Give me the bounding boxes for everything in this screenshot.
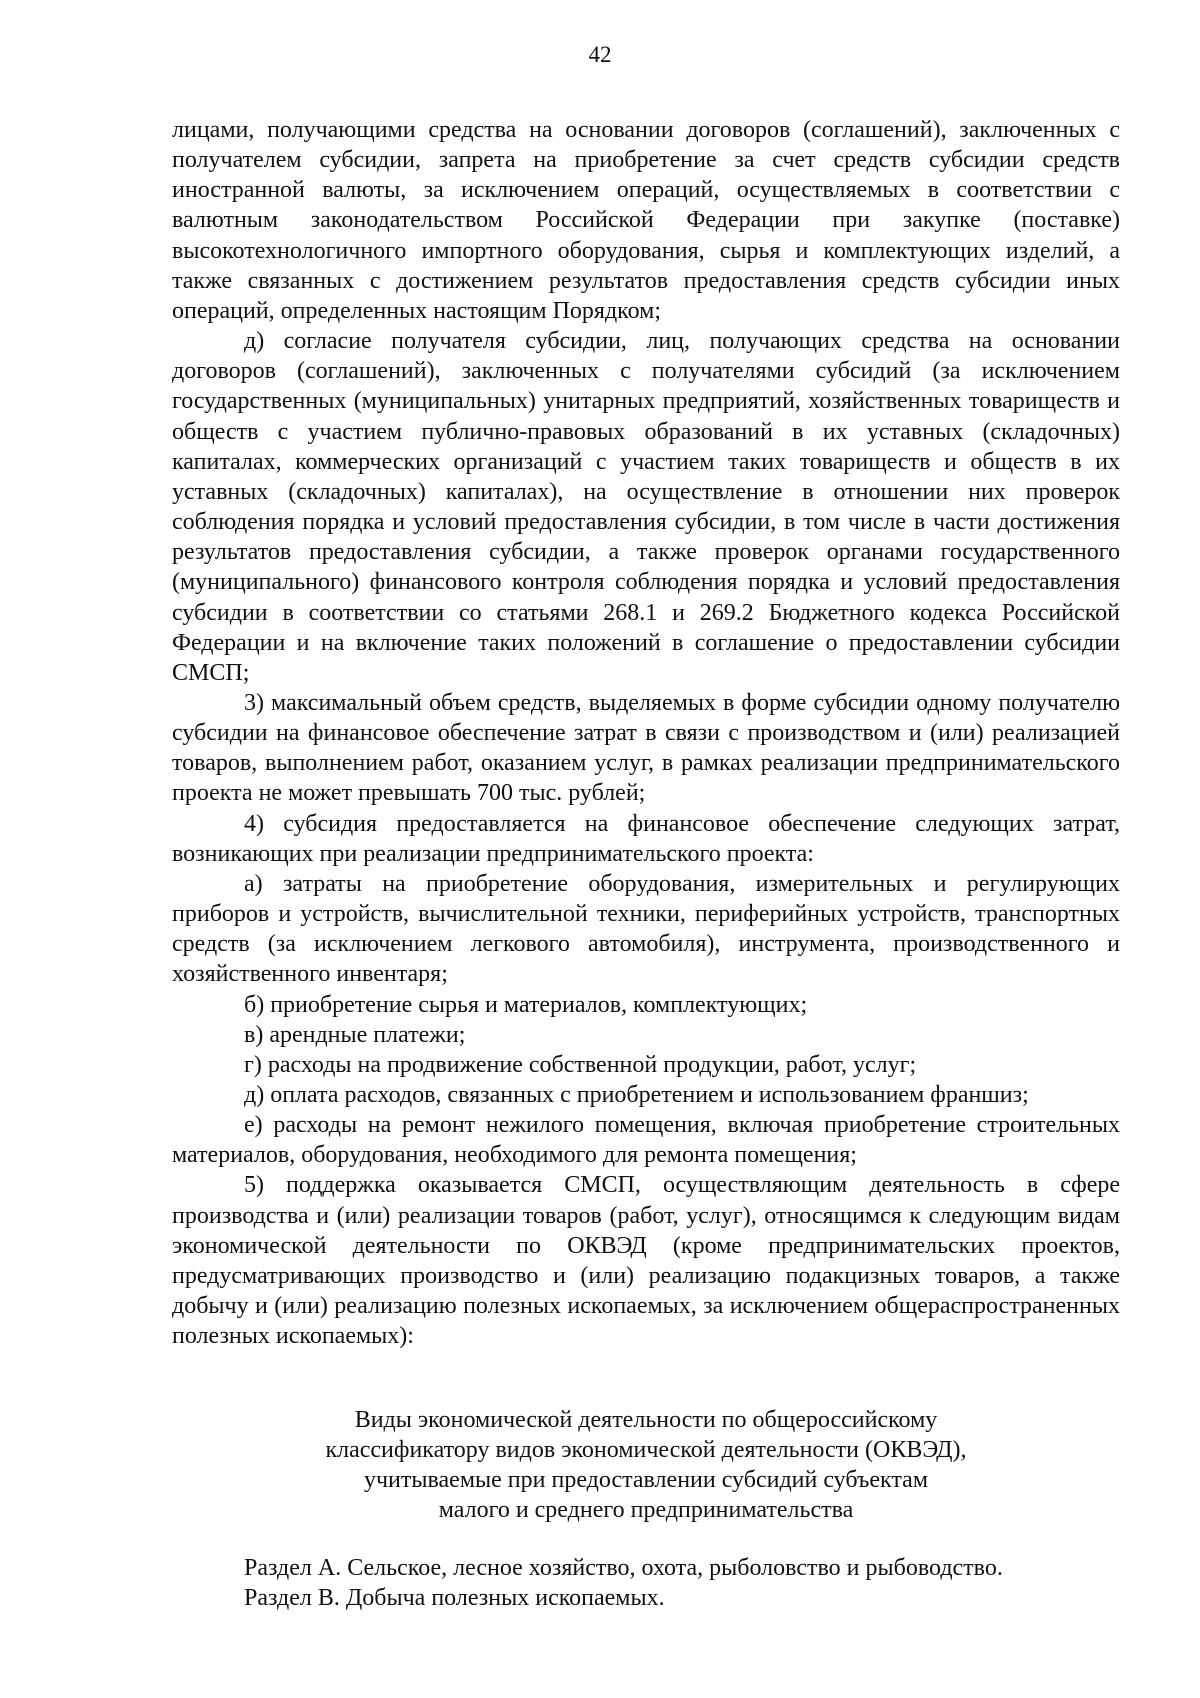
- page-number: 42: [588, 42, 612, 67]
- paragraph-subitem-a: а) затраты на приобретение оборудования, измерительных и регулирующих приборов и устройств, вычислительной техники, периферийных устройств, транспортных средств (за исключением легкового автомобиля), инструмента, производственного и хозяйственного инвентаря;: [172, 870, 1120, 988]
- paragraph-subitem-d: д) оплата расходов, связанных с приобретением и использованием франшиз;: [244, 1082, 1029, 1108]
- paragraph-subitem-g: г) расходы на продвижение собственной продукции, работ, услуг;: [244, 1051, 917, 1078]
- section-item: Раздел В. Добыча полезных ископаемых.: [244, 1585, 665, 1612]
- heading-line: классификатору видов экономической деятельности (ОКВЭД),: [325, 1437, 967, 1464]
- paragraph-subitem-v: в) арендные платежи;: [244, 1021, 466, 1048]
- heading-line: Виды экономической деятельности по общероссийскому: [354, 1407, 938, 1433]
- okved-sections-list: [244, 1553, 1144, 1613]
- paragraph-item-4-expenses: 4) субсидия предоставляется на финансовое обеспечение следующих затрат, возникающих при реализации предпринимательского проекта:: [172, 810, 1120, 867]
- section-item: Раздел А. Сельское, лесное хозяйство, охота, рыболовство и рыбоводство.: [244, 1555, 1003, 1581]
- paragraph-subitem-e: е) расходы на ремонт нежилого помещения, включая приобретение строительных материалов, оборудования, необходимого для ремонта помещения;: [172, 1112, 1120, 1169]
- paragraph-continuation: лицами, получающими средства на основании договоров (соглашений), заключенных с получателем субсидии, запрета на приобретение за счет средств субсидии средств иностранной валюты, за исключением операций, осуществляемых в соответствии с валютным законодательством Российской Федерации при закупке (поставке) высокотехнологичного импортного оборудования, сырья и комплектующих изделий, а также связанных с достижением результатов предоставления средств субсидии иных операций, определенных настоящим Порядком;: [172, 117, 1120, 324]
- heading-line: малого и среднего предпринимательства: [438, 1497, 854, 1524]
- paragraph-item-d-consent: д) согласие получателя субсидии, лиц, получающих средства на основании договоров (соглашений), заключенных с получателями субсидий (за исключением государственных (муниципальных) унитарных предприятий, хозяйственных товариществ и обществ с участием публично-правовых образований в их уставных (складочных) капиталах, коммерческих организаций с участием таких товариществ и обществ в их уставных (складочных) капиталах), на осуществление в отношении них проверок соблюдения порядка и условий предоставления субсидии, в том числе в части достижения результатов предоставления субсидии, а также проверок органами государственного (муниципального) финансового контроля соблюдения порядка и условий предоставления субсидии в соответствии со статьями 268.1 и 269.2 Бюджетного кодекса Российской Федерации и на включение таких положений в соглашение о предоставлении субсидии СМСП;: [172, 328, 1120, 686]
- heading-line: учитываемые при предоставлении субсидий субъектам: [363, 1467, 929, 1494]
- paragraph-subitem-b: б) приобретение сырья и материалов, комплектующих;: [244, 991, 808, 1018]
- okved-heading: [172, 1405, 1120, 1526]
- paragraph-item-5-support: 5) поддержка оказывается СМСП, осуществляющим деятельность в сфере производства и (или) реализации товаров (работ, услуг), относящимся к следующим видам экономической деятельности по ОКВЭД (кроме предпринимательских проектов, предусматривающих производство и (или) реализацию подакцизных товаров, а также добычу и (или) реализацию полезных ископаемых, за исключением общераспространенных полезных ископаемых):: [172, 1172, 1120, 1350]
- paragraph-item-3-max-amount: 3) максимальный объем средств, выделяемых в форме субсидии одному получателю субсидии на финансовое обеспечение затрат в связи с производством и (или) реализацией товаров, выполнением работ, оказанием услуг, в рамках реализации предпринимательского проекта не может превышать 700 тыс. рублей;: [172, 689, 1120, 807]
- body-text: [172, 115, 1120, 1351]
